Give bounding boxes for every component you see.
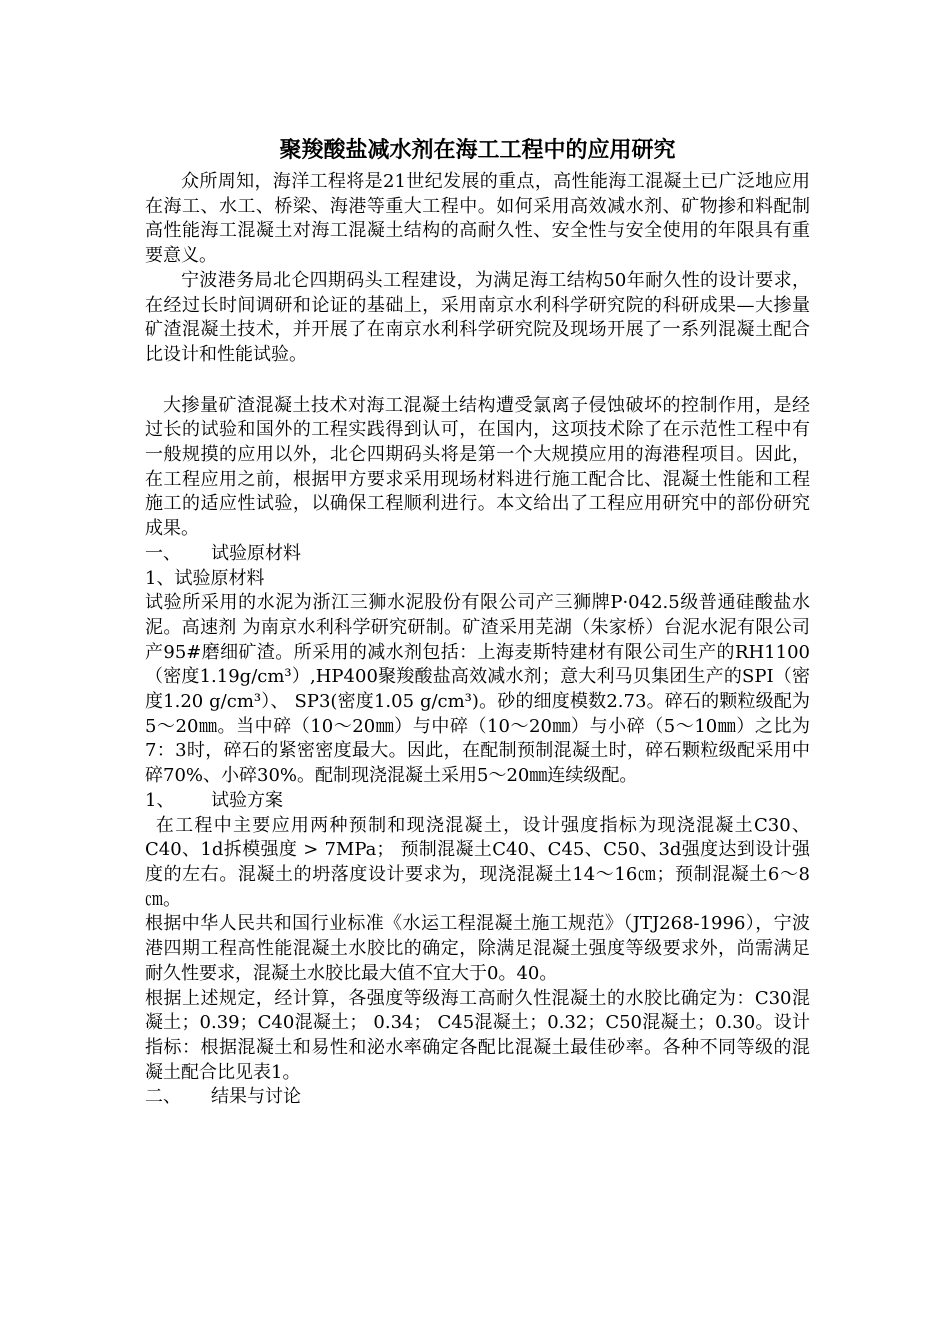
section-heading-materials [145, 542, 810, 567]
section-title: 试验原材料 [211, 542, 301, 564]
document-body [145, 134, 810, 1110]
section-heading-results [145, 1085, 810, 1110]
paragraph-standard: 根据中华人民共和国行业标准《水运工程混凝土施工规范》（JTJ268-1996），宁波港四期工程高性能混凝土水胶比的确定，除满足混凝土强度等级要求外，尚需满足耐久性要求，混凝土水胶比最大值不宜大于0。40。 [145, 913, 810, 984]
paragraph-intro: 众所周知，海洋工程将是21世纪发展的重点，高性能海工混凝土已广泛地应用在海工、水工、桥梁、海港等重大工程中。如何采用高效减水剂、矿物掺和料配制高性能海工混凝土对海工混凝土结构的高耐久性、安全性与安全使用的年限具有重要意义。 [145, 171, 810, 267]
paragraph-technology: 大掺量矿渣混凝土技术对海工混凝土结构遭受氯离子侵蚀破坏的控制作用，是经过长的试验和国外的工程实践得到认可，在国内，这项技术除了在示范性工程中有一般规摸的应用以外，北仑四期码头将是第一个大规摸应用的海港程项目。因此，在工程应用之前，根据甲方要求采用现场材料进行施工配合比、混凝土性能和工程施工的适应性试验，以确保工程顺利进行。本文给出了工程应用研究中的部份研究成果。 [145, 394, 810, 540]
section-title: 试验方案 [211, 789, 283, 811]
paragraph-plan: 在工程中主要应用两种预制和现浇混凝土，设计强度指标为现浇混凝土C30、C40、1d拆模强度 > 7MPa； 预制混凝土C40、C45、C50、3d强度达到设计强度的左右。混凝土的坍落度设计要求为，现浇混凝土14～16㎝；预制混凝土6～8㎝。 [145, 814, 810, 910]
section-number: 一、 [145, 542, 181, 564]
section-heading-plan [145, 789, 810, 814]
paragraph-project: 宁波港务局北仑四期码头工程建设，为满足海工结构50年耐久性的设计要求，在经过长时间调研和论证的基础上，采用南京水利科学研究院的科研成果—大掺量矿渣混凝土技术，并开展了在南京水利科学研究院及现场开展了一系列混凝土配合比设计和性能试验。 [145, 269, 810, 365]
section-number: 1、 [145, 789, 175, 811]
subsection-heading-materials: 1、试验原材料 [145, 567, 265, 589]
document-title: 聚羧酸盐减水剂在海工工程中的应用研究 [279, 138, 676, 163]
section-title: 结果与讨论 [211, 1086, 301, 1108]
section-number: 二、 [145, 1086, 181, 1108]
paragraph-ratio: 根据上述规定，经计算，各强度等级海工高耐久性混凝土的水胶比确定为：C30混凝土；0.39；C40混凝土； 0.34； C45混凝土；0.32；C50混凝土；0.30。设计指标：根据混凝土和易性和泌水率确定各配比混凝土最佳砂率。各种不同等级的混凝土配合比见表1。 [145, 987, 810, 1083]
paragraph-materials: 试验所采用的水泥为浙江三狮水泥股份有限公司产三狮牌P·042.5级普通硅酸盐水泥。高速剂 为南京水利科学研究研制。矿渣采用芜湖（朱家桥）台泥水泥有限公司产95#磨细矿渣。所采用的减水剂包括：上海麦斯特建材有限公司生产的RH1100（密度1.19g/cm³）,HP400聚羧酸盐高效减水剂；意大利马贝集团生产的SPI（密度1.20 g/cm³）、 SP3(密度1.05 g/cm³)。砂的细度模数2.73。碎石的颗粒级配为5～20㎜。当中碎（10～20㎜）与中碎（10～20㎜）与小碎（5～10㎜）之比为7：3时，碎石的紧密密度最大。因此，在配制预制混凝土时，碎石颗粒级配采用中碎70%、小碎30%。配制现浇混凝土采用5～20㎜连续级配。 [145, 592, 810, 787]
